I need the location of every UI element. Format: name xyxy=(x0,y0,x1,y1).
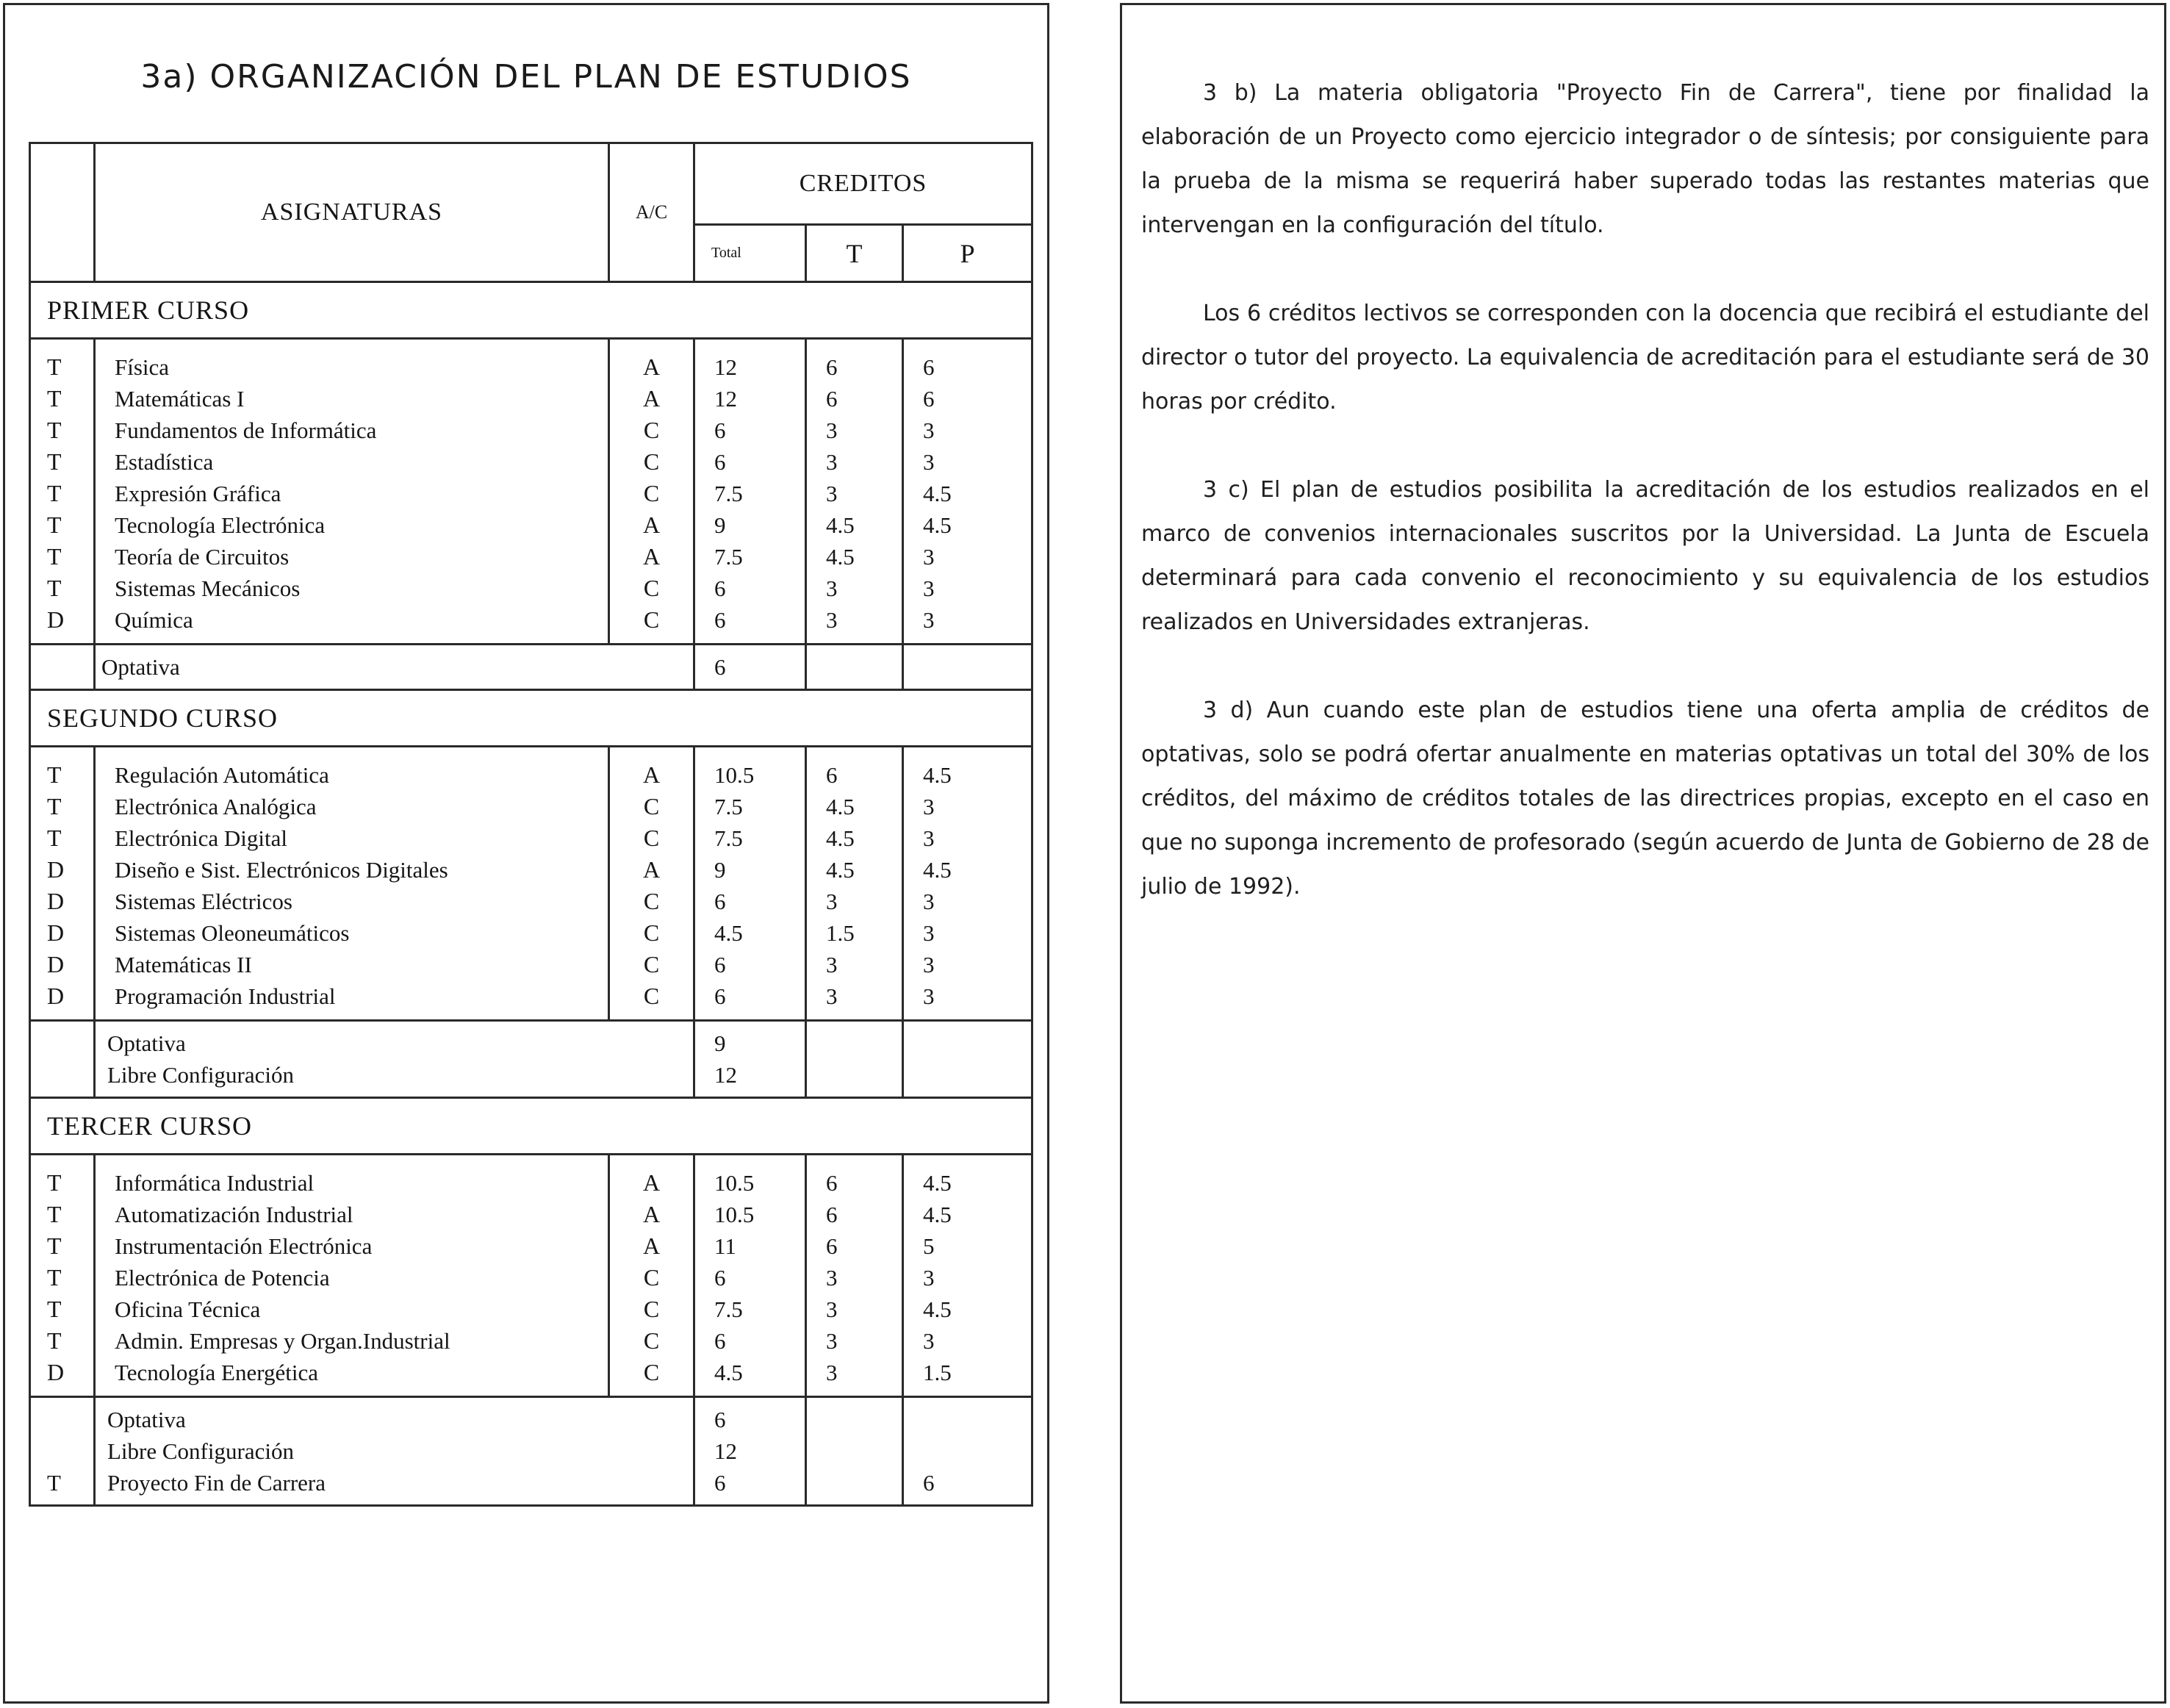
elective-total: 6 xyxy=(714,1407,726,1432)
practice-credits-cell: 3 xyxy=(903,886,1032,917)
ac-cell: C xyxy=(609,917,694,949)
table-row xyxy=(30,339,1032,384)
ac-cell: C xyxy=(609,791,694,822)
total-credits-cell: 7.5 xyxy=(694,822,806,854)
theory-credits-cell: 6 xyxy=(806,1155,903,1199)
subject-name-cell: Sistemas Oleoneumáticos xyxy=(95,917,609,949)
note-3d-paragraph: 3 d) Aun cuando este plan de estudios tiene una oferta amplia de créditos de optativas, solo se podrá ofertar anualmente en materias optativas un total del 30% de los créditos, del máximo de créditos totales de las directrices propias, excepto en el caso en que no suponga incremento de profesorado (según acuerdo de Junta de Gobierno de 28 de julio de 1992). xyxy=(1141,697,2149,900)
subject-type-cell: D xyxy=(30,604,95,645)
elective-theory-blank xyxy=(807,1027,902,1059)
subject-type-cell: T xyxy=(30,446,95,478)
elective-name-cell xyxy=(95,1397,694,1506)
subject-type-cell: T xyxy=(30,1199,95,1230)
subject-name-cell: Automatización Industrial xyxy=(95,1199,609,1230)
total-credits-cell: 7.5 xyxy=(694,1293,806,1325)
practice-credits-cell: 3 xyxy=(903,573,1032,604)
subject-name-cell: Informática Industrial xyxy=(95,1155,609,1199)
total-credits-cell: 10.5 xyxy=(694,747,806,792)
table-row xyxy=(30,1199,1032,1230)
total-credits-cell: 7.5 xyxy=(694,478,806,509)
elective-type xyxy=(31,651,93,683)
electives-row xyxy=(30,1397,1032,1506)
subject-name-cell: Estadística xyxy=(95,446,609,478)
elective-type: T xyxy=(47,1470,61,1496)
subject-name-cell: Instrumentación Electrónica xyxy=(95,1230,609,1262)
table-row xyxy=(30,822,1032,854)
subject-type-cell: T xyxy=(30,573,95,604)
elective-theory-cell xyxy=(806,645,903,690)
ac-cell: C xyxy=(609,980,694,1021)
practice-credits-cell: 4.5 xyxy=(903,854,1032,886)
elective-total: 6 xyxy=(714,1470,726,1496)
theory-credits-cell: 3 xyxy=(806,949,903,980)
subject-type-cell: T xyxy=(30,1325,95,1357)
theory-credits-cell: 3 xyxy=(806,478,903,509)
ac-cell: C xyxy=(609,478,694,509)
elective-practice xyxy=(904,1435,1031,1467)
subject-name-cell: Teoría de Circuitos xyxy=(95,541,609,573)
practice-credits-cell: 5 xyxy=(903,1230,1032,1262)
theory-credits-cell: 3 xyxy=(806,980,903,1021)
elective-practice xyxy=(904,651,1031,683)
theory-credits-cell: 3 xyxy=(806,1357,903,1397)
subject-type-cell: T xyxy=(30,415,95,446)
section-row xyxy=(30,1098,1032,1155)
practice-column-header: P xyxy=(903,225,1032,282)
notes-page xyxy=(1120,3,2166,1704)
table-row xyxy=(30,446,1032,478)
subject-type-cell: T xyxy=(30,791,95,822)
ac-cell: C xyxy=(609,1262,694,1293)
ac-cell: A xyxy=(609,383,694,415)
table-row xyxy=(30,886,1032,917)
total-credits-cell: 9 xyxy=(694,854,806,886)
practice-credits-cell: 3 xyxy=(903,980,1032,1021)
subject-name-cell: Oficina Técnica xyxy=(95,1293,609,1325)
subject-type-cell: T xyxy=(30,339,95,384)
subject-type-cell: T xyxy=(30,822,95,854)
practice-credits-cell: 4.5 xyxy=(903,1155,1032,1199)
total-credits-cell: 9 xyxy=(694,509,806,541)
ac-cell: C xyxy=(609,822,694,854)
practice-credits-cell: 3 xyxy=(903,541,1032,573)
note-credits-paragraph: Los 6 créditos lectivos se corresponden con la docencia que recibirá el estudiante del director o tutor del proyecto. La equivalencia de acreditación para el estudiante será de 30 horas por crédito. xyxy=(1141,301,2149,415)
subject-type-cell: D xyxy=(30,917,95,949)
ac-cell: C xyxy=(609,604,694,645)
total-credits-cell: 10.5 xyxy=(694,1155,806,1199)
subject-name-cell: Diseño e Sist. Electrónicos Digitales xyxy=(95,854,609,886)
elective-type-cell xyxy=(30,645,95,690)
theory-credits-cell: 3 xyxy=(806,1293,903,1325)
elective-practice: 6 xyxy=(923,1470,935,1496)
theory-credits-cell: 4.5 xyxy=(806,822,903,854)
practice-credits-cell: 3 xyxy=(903,791,1032,822)
theory-credits-cell: 6 xyxy=(806,383,903,415)
subject-type-cell: T xyxy=(30,1230,95,1262)
practice-credits-cell: 4.5 xyxy=(903,1293,1032,1325)
table-row xyxy=(30,980,1032,1021)
elective-theory-cell xyxy=(806,1397,903,1506)
practice-credits-cell: 6 xyxy=(903,339,1032,384)
ac-column-header: A/C xyxy=(609,143,694,282)
table-row xyxy=(30,917,1032,949)
ac-cell: C xyxy=(609,415,694,446)
ac-cell: A xyxy=(609,747,694,792)
theory-credits-cell: 6 xyxy=(806,747,903,792)
elective-total: 12 xyxy=(714,1438,737,1464)
elective-total: 12 xyxy=(714,1062,737,1088)
subject-type-cell: T xyxy=(30,1262,95,1293)
subject-name-cell: Matemáticas I xyxy=(95,383,609,415)
total-credits-cell: 12 xyxy=(694,339,806,384)
total-credits-cell: 11 xyxy=(694,1230,806,1262)
theory-credits-cell: 3 xyxy=(806,604,903,645)
subject-name-cell: Química xyxy=(95,604,609,645)
theory-credits-cell: 4.5 xyxy=(806,541,903,573)
subject-type-cell: T xyxy=(30,383,95,415)
ac-cell: C xyxy=(609,573,694,604)
subject-name-cell: Tecnología Electrónica xyxy=(95,509,609,541)
total-credits-cell: 6 xyxy=(694,949,806,980)
elective-type xyxy=(31,1059,93,1091)
elective-theory-blank xyxy=(807,1435,902,1467)
ac-cell: A xyxy=(609,1230,694,1262)
subject-name-cell: Electrónica Digital xyxy=(95,822,609,854)
electives-row xyxy=(30,645,1032,690)
total-credits-cell: 7.5 xyxy=(694,541,806,573)
elective-total-cell xyxy=(694,1397,806,1506)
practice-credits-cell: 3 xyxy=(903,446,1032,478)
table-row xyxy=(30,383,1032,415)
elective-total: 6 xyxy=(714,654,726,680)
elective-practice xyxy=(904,1404,1031,1435)
theory-credits-cell: 6 xyxy=(806,339,903,384)
section-row xyxy=(30,690,1032,747)
theory-column-header: T xyxy=(806,225,903,282)
subject-name-cell: Matemáticas II xyxy=(95,949,609,980)
practice-credits-cell: 4.5 xyxy=(903,509,1032,541)
subject-type-cell: D xyxy=(30,1357,95,1397)
elective-practice-cell xyxy=(903,1021,1032,1098)
section-title: PRIMER CURSO xyxy=(30,282,1032,339)
elective-total: 9 xyxy=(714,1030,726,1056)
total-credits-cell: 4.5 xyxy=(694,917,806,949)
elective-theory-blank xyxy=(807,651,902,683)
elective-type xyxy=(31,1435,93,1467)
ac-cell: A xyxy=(609,1199,694,1230)
ac-cell: C xyxy=(609,886,694,917)
subject-type-cell: T xyxy=(30,478,95,509)
total-credits-cell: 6 xyxy=(694,573,806,604)
practice-credits-cell: 4.5 xyxy=(903,478,1032,509)
elective-label: Proyecto Fin de Carrera xyxy=(107,1470,326,1496)
theory-credits-cell: 3 xyxy=(806,1325,903,1357)
table-row xyxy=(30,604,1032,645)
ac-cell: A xyxy=(609,854,694,886)
elective-total-cell xyxy=(694,645,806,690)
elective-label: Optativa xyxy=(107,1407,186,1432)
practice-credits-cell: 3 xyxy=(903,917,1032,949)
ac-cell: A xyxy=(609,1155,694,1199)
table-row xyxy=(30,1293,1032,1325)
theory-credits-cell: 4.5 xyxy=(806,854,903,886)
practice-credits-cell: 3 xyxy=(903,604,1032,645)
study-plan-table xyxy=(29,142,1033,1507)
elective-type-cell xyxy=(30,1021,95,1098)
subject-name-cell: Electrónica de Potencia xyxy=(95,1262,609,1293)
subject-name-cell: Regulación Automática xyxy=(95,747,609,792)
subject-name-cell: Física xyxy=(95,339,609,384)
subject-name-cell: Fundamentos de Informática xyxy=(95,415,609,446)
elective-practice xyxy=(904,1059,1031,1091)
subject-type-cell: D xyxy=(30,980,95,1021)
study-plan-page xyxy=(3,3,1049,1704)
subject-name-cell: Admin. Empresas y Organ.Industrial xyxy=(95,1325,609,1357)
subject-type-cell: D xyxy=(30,949,95,980)
total-credits-cell: 6 xyxy=(694,415,806,446)
theory-credits-cell: 4.5 xyxy=(806,791,903,822)
subject-type-cell: T xyxy=(30,509,95,541)
elective-theory-blank xyxy=(807,1059,902,1091)
type-column-header xyxy=(30,143,95,282)
total-credits-cell: 12 xyxy=(694,383,806,415)
ac-cell: C xyxy=(609,949,694,980)
subjects-column-header: ASIGNATURAS xyxy=(95,143,609,282)
theory-credits-cell: 6 xyxy=(806,1199,903,1230)
elective-name-cell xyxy=(95,645,694,690)
total-credits-cell: 6 xyxy=(694,446,806,478)
total-credits-cell: 6 xyxy=(694,980,806,1021)
total-credits-cell: 6 xyxy=(694,1325,806,1357)
elective-label: Libre Configuración xyxy=(107,1438,294,1464)
elective-name-cell xyxy=(95,1021,694,1098)
table-row xyxy=(30,541,1032,573)
theory-credits-cell: 3 xyxy=(806,1262,903,1293)
table-row xyxy=(30,1325,1032,1357)
elective-type-cell xyxy=(30,1397,95,1506)
elective-practice-cell xyxy=(903,1397,1032,1506)
table-row xyxy=(30,1357,1032,1397)
ac-cell: C xyxy=(609,1325,694,1357)
subject-name-cell: Expresión Gráfica xyxy=(95,478,609,509)
ac-cell: C xyxy=(609,1293,694,1325)
theory-credits-cell: 3 xyxy=(806,446,903,478)
practice-credits-cell: 3 xyxy=(903,415,1032,446)
subject-type-cell: T xyxy=(30,1155,95,1199)
total-credits-cell: 6 xyxy=(694,1262,806,1293)
subject-type-cell: D xyxy=(30,886,95,917)
theory-credits-cell: 3 xyxy=(806,415,903,446)
table-row xyxy=(30,478,1032,509)
table-row xyxy=(30,509,1032,541)
subject-name-cell: Electrónica Analógica xyxy=(95,791,609,822)
credits-column-header: CREDITOS xyxy=(694,143,1032,225)
table-row xyxy=(30,854,1032,886)
section-title: SEGUNDO CURSO xyxy=(30,690,1032,747)
table-row xyxy=(30,1230,1032,1262)
page-title: 3a) ORGANIZACIÓN DEL PLAN DE ESTUDIOS xyxy=(140,58,912,96)
total-credits-cell: 10.5 xyxy=(694,1199,806,1230)
section-row xyxy=(30,282,1032,339)
elective-label: Libre Configuración xyxy=(107,1062,294,1088)
elective-theory-cell xyxy=(806,1021,903,1098)
subject-name-cell: Tecnología Energética xyxy=(95,1357,609,1397)
total-credits-cell: 6 xyxy=(694,604,806,645)
elective-theory-blank xyxy=(807,1404,902,1435)
subject-type-cell: T xyxy=(30,747,95,792)
practice-credits-cell: 3 xyxy=(903,822,1032,854)
subject-name-cell: Sistemas Eléctricos xyxy=(95,886,609,917)
note-3b-paragraph: 3 b) La materia obligatoria "Proyecto Fin de Carrera", tiene por finalidad la elaboración de un Proyecto como ejercicio integrador o de síntesis; por consiguiente para la prueba de la misma se requerirá haber superado todas las restantes materias que intervengan en la configuración del título. xyxy=(1141,80,2149,238)
practice-credits-cell: 4.5 xyxy=(903,747,1032,792)
total-credits-cell: 6 xyxy=(694,886,806,917)
table-row xyxy=(30,573,1032,604)
total-column-header: Total xyxy=(694,225,806,282)
elective-type xyxy=(31,1027,93,1059)
subject-type-cell: D xyxy=(30,854,95,886)
ac-cell: A xyxy=(609,509,694,541)
electives-row xyxy=(30,1021,1032,1098)
practice-credits-cell: 4.5 xyxy=(903,1199,1032,1230)
elective-label: Optativa xyxy=(107,1030,186,1056)
elective-practice-cell xyxy=(903,645,1032,690)
practice-credits-cell: 3 xyxy=(903,949,1032,980)
table-row xyxy=(30,949,1032,980)
theory-credits-cell: 4.5 xyxy=(806,509,903,541)
theory-credits-cell: 6 xyxy=(806,1230,903,1262)
elective-label: Optativa xyxy=(101,654,180,680)
table-row xyxy=(30,1155,1032,1199)
table-row xyxy=(30,1262,1032,1293)
table-row xyxy=(30,747,1032,792)
theory-credits-cell: 3 xyxy=(806,573,903,604)
section-title: TERCER CURSO xyxy=(30,1098,1032,1155)
elective-practice xyxy=(904,1027,1031,1059)
ac-cell: C xyxy=(609,446,694,478)
subject-type-cell: T xyxy=(30,1293,95,1325)
elective-type xyxy=(31,1404,93,1435)
practice-credits-cell: 6 xyxy=(903,383,1032,415)
practice-credits-cell: 3 xyxy=(903,1325,1032,1357)
theory-credits-cell: 1.5 xyxy=(806,917,903,949)
subject-type-cell: T xyxy=(30,541,95,573)
total-credits-cell: 4.5 xyxy=(694,1357,806,1397)
ac-cell: A xyxy=(609,541,694,573)
ac-cell: A xyxy=(609,339,694,384)
ac-cell: C xyxy=(609,1357,694,1397)
theory-credits-cell: 3 xyxy=(806,886,903,917)
table-row xyxy=(30,791,1032,822)
note-3c-paragraph: 3 c) El plan de estudios posibilita la acreditación de los estudios realizados en el marco de convenios internacionales suscritos por la Universidad. La Junta de Escuela determinará para cada convenio el reconocimiento y su equivalencia de los estudios realizados en Universidades extranjeras. xyxy=(1141,477,2149,635)
table-row xyxy=(30,415,1032,446)
subject-name-cell: Sistemas Mecánicos xyxy=(95,573,609,604)
practice-credits-cell: 1.5 xyxy=(903,1357,1032,1397)
elective-total-cell xyxy=(694,1021,806,1098)
practice-credits-cell: 3 xyxy=(903,1262,1032,1293)
elective-theory-blank xyxy=(807,1467,902,1499)
subject-name-cell: Programación Industrial xyxy=(95,980,609,1021)
total-credits-cell: 7.5 xyxy=(694,791,806,822)
